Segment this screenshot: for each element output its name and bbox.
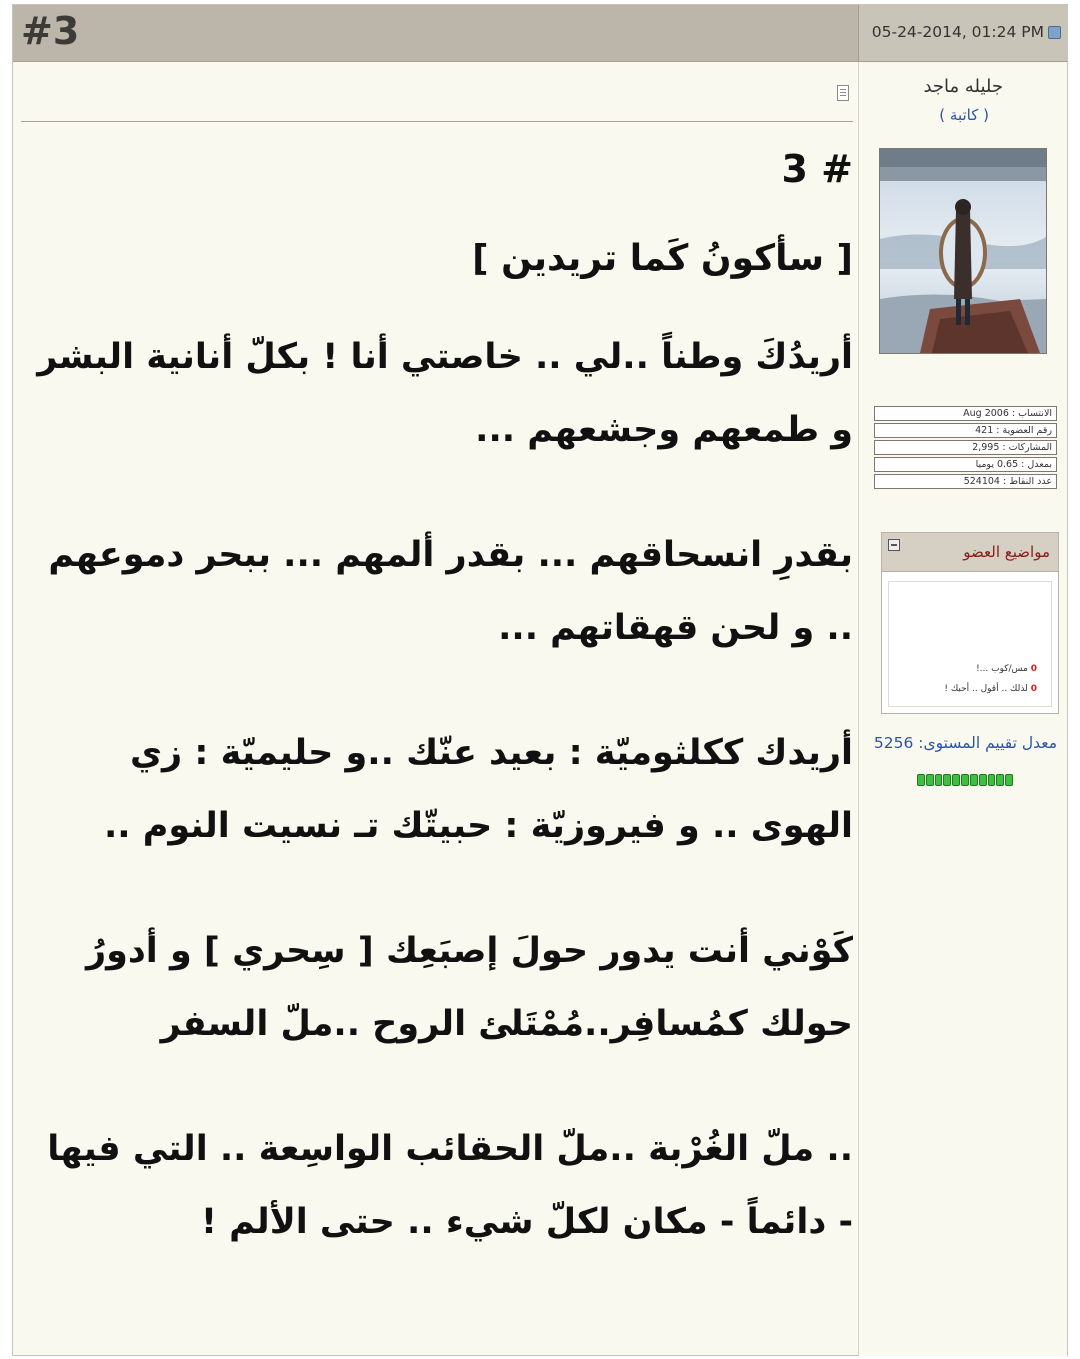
rating-segment — [943, 774, 951, 786]
post-divider — [21, 121, 853, 122]
post-container — [12, 4, 1068, 1356]
rating-segment — [935, 774, 943, 786]
info-points: عدد النقاط : 524104 — [874, 474, 1057, 489]
post-title: [ سأكونُ كَما تريدين ] — [472, 238, 853, 279]
member-topics-title: مواضيع العضو — [963, 543, 1050, 561]
rating-segment — [996, 774, 1004, 786]
post-date — [872, 23, 1061, 41]
post-header — [13, 5, 1067, 62]
post-paragraph: بقدرِ انسحاقهم ... بقدر ألمهم ... ببحر دموعهم .. و لحن قهقاتهم ... — [48, 535, 853, 648]
rating-segment — [926, 774, 934, 786]
post-paragraph: أريدك ككلثوميّة : بعيد عنّك ..و حليميّة : زي الهوى .. و فيروزيّة : حبيتّك تـ نسيت النوم .. — [103, 733, 853, 846]
user-info-table — [874, 406, 1057, 491]
post-date-icon — [1048, 26, 1061, 39]
username-link[interactable]: جليله ماجد — [923, 76, 1003, 97]
post-number[interactable]: #3 — [21, 9, 80, 53]
rating-segment — [961, 774, 969, 786]
avatar-image — [880, 149, 1046, 353]
post-body — [33, 145, 853, 1311]
member-topics-list — [888, 581, 1052, 707]
topic-label: مس/كوب ...! — [976, 664, 1028, 674]
rating-segment — [952, 774, 960, 786]
info-joined: الانتساب : Aug 2006 — [874, 406, 1057, 421]
info-daily-rate: بمعدل : 0.65 يوميا — [874, 457, 1057, 472]
post-date-cell — [858, 5, 1067, 61]
info-member-id: رقم العضوية : 421 — [874, 423, 1057, 438]
topic-label: لذلك .. أقول .. أحبك ! — [944, 684, 1028, 694]
rating-segment — [970, 774, 978, 786]
topic-item[interactable] — [944, 684, 1037, 694]
rating-segment — [979, 774, 987, 786]
post-paragraph: كَوْني أنت يدور حولَ إصبَعِك [ سِحري ] و أدورُ حولك كمُسافِر..مُمْتَلئ الروح ..ملّ السفر — [85, 931, 853, 1044]
level-rating-label: معدل تقييم المستوى: 5256 — [873, 734, 1057, 752]
collapse-icon[interactable] — [888, 539, 900, 551]
rating-segment — [917, 774, 925, 786]
rating-segment — [1005, 774, 1013, 786]
info-posts: المشاركات : 2,995 — [874, 440, 1057, 455]
post-paragraph: .. ملّ الغُرْبة ..ملّ الحقائب الواسِعة .. التي فيها - دائماً - مكان لكلّ شيء .. حتى الألم ! — [47, 1129, 853, 1242]
level-rating-bar — [917, 774, 1013, 786]
topic-item[interactable] — [976, 664, 1037, 674]
topic-count: 0 — [1030, 684, 1037, 694]
post-heading: # 3 — [781, 147, 853, 191]
user-title: ( كاتبة ) — [939, 106, 989, 124]
rating-segment — [988, 774, 996, 786]
member-topics-box — [881, 532, 1059, 714]
user-avatar[interactable] — [879, 148, 1047, 354]
member-topics-header — [882, 533, 1058, 572]
topic-count: 0 — [1030, 664, 1037, 674]
post-date-text: 05-24-2014, 01:24 PM — [871, 23, 1044, 41]
post-paragraph: أريدُكَ وطناً ..لي .. خاصتي أنا ! بكلّ أنانية البشر و طمعهم وجشعهم ... — [37, 337, 853, 450]
user-sidebar — [858, 62, 1067, 1356]
post-page-icon — [837, 85, 849, 101]
